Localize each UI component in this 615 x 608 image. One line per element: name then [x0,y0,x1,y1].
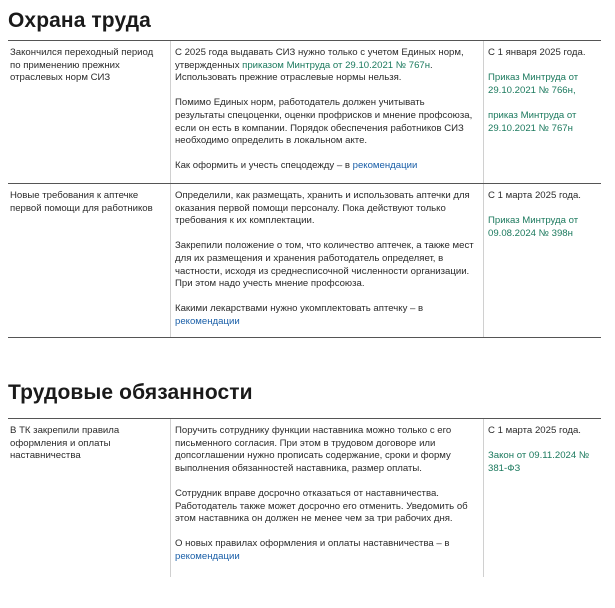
source-link[interactable]: Приказ Минтруда от 09.08.2024 № 398н [488,215,579,239]
description-cell [171,184,484,337]
recommendation-link[interactable]: рекомендации [175,550,240,562]
topic-cell: Закончился переходный период по применению прежних отраслевых норм СИЗ [8,41,171,183]
order-767n-link[interactable]: приказом Минтруда от 29.10.2021 № 767н [242,59,431,71]
description-cell [171,419,484,577]
description-paragraph: С 2025 года выдавать СИЗ нужно только с учетом Единых норм, утвержденных приказом Минтруда от 29.10.2021 № 767н. Использовать прежние отраслевые нормы нельзя. [175,47,464,84]
description-paragraph: Поручить сотруднику функции наставника можно только с его письменного согласия. При этом в трудовом договоре или допсоглашении нужно прописать содержание, сроки и форму выполнения обязанностей наставника, размер оплаты. [175,425,452,474]
recommendation-link[interactable]: рекомендации [175,315,240,327]
date-source-cell [484,184,599,337]
table-row [8,419,601,577]
description-paragraph: Закрепили положение о том, что количество аптечек, а также мест для их размещения и хранения работодатель определяет, в частности, исходя из среднесписочной численности организации. При этом надо учесть мнение профсоюза. [175,240,474,290]
description-cell [171,41,484,183]
description-paragraph: Какими лекарствами нужно укомплектовать аптечку – в рекомендации [175,303,424,327]
changes-table-work-duties [8,418,601,577]
description-paragraph: Сотрудник вправе досрочно отказаться от наставничества. Работодатель также может досрочно его отменить. Уведомить об этом наставника он должен не менее чем за три рабочих дня. [175,487,468,525]
effective-date: С 1 марта 2025 года. [488,190,581,201]
section-title-labor-safety: Охрана труда [8,9,151,32]
topic-cell: Новые требования к аптечке первой помощи для работников [8,184,171,337]
description-paragraph: О новых правилах оформления и оплаты наставничества – в рекомендации [175,538,450,562]
source-link[interactable]: Закон от 09.11.2024 № 381-ФЗ [488,450,590,474]
description-paragraph: Определили, как размещать, хранить и использовать аптечки для оказания первой помощи персоналу. Пока действуют только требования к их комплектации. [175,190,470,227]
effective-date: С 1 января 2025 года. [488,47,586,58]
topic-cell: В ТК закрепили правила оформления и оплаты наставничества [8,419,171,577]
recommendation-link[interactable]: рекомендации [352,160,418,172]
source-link[interactable]: приказ Минтруда от 29.10.2021 № 767н [488,109,577,134]
description-paragraph: Помимо Единых норм, работодатель должен учитывать результаты спецоценки, оценки профрисков и мнение профсоюза, если он есть в компании. Порядок обеспечения работников СИЗ необходимо определить в локальном акте. [175,97,473,147]
table-row [8,184,601,338]
date-source-cell [484,41,599,183]
table-row [8,41,601,184]
source-link[interactable]: Приказ Минтруда от 29.10.2021 № 766н, [488,72,579,96]
section-title-work-duties: Трудовые обязанности [8,381,253,404]
description-paragraph: Как оформить и учесть спецодежду – в рекомендации [175,160,418,172]
effective-date: С 1 марта 2025 года. [488,425,581,436]
changes-table-labor-safety [8,40,601,338]
date-source-cell [484,419,599,577]
